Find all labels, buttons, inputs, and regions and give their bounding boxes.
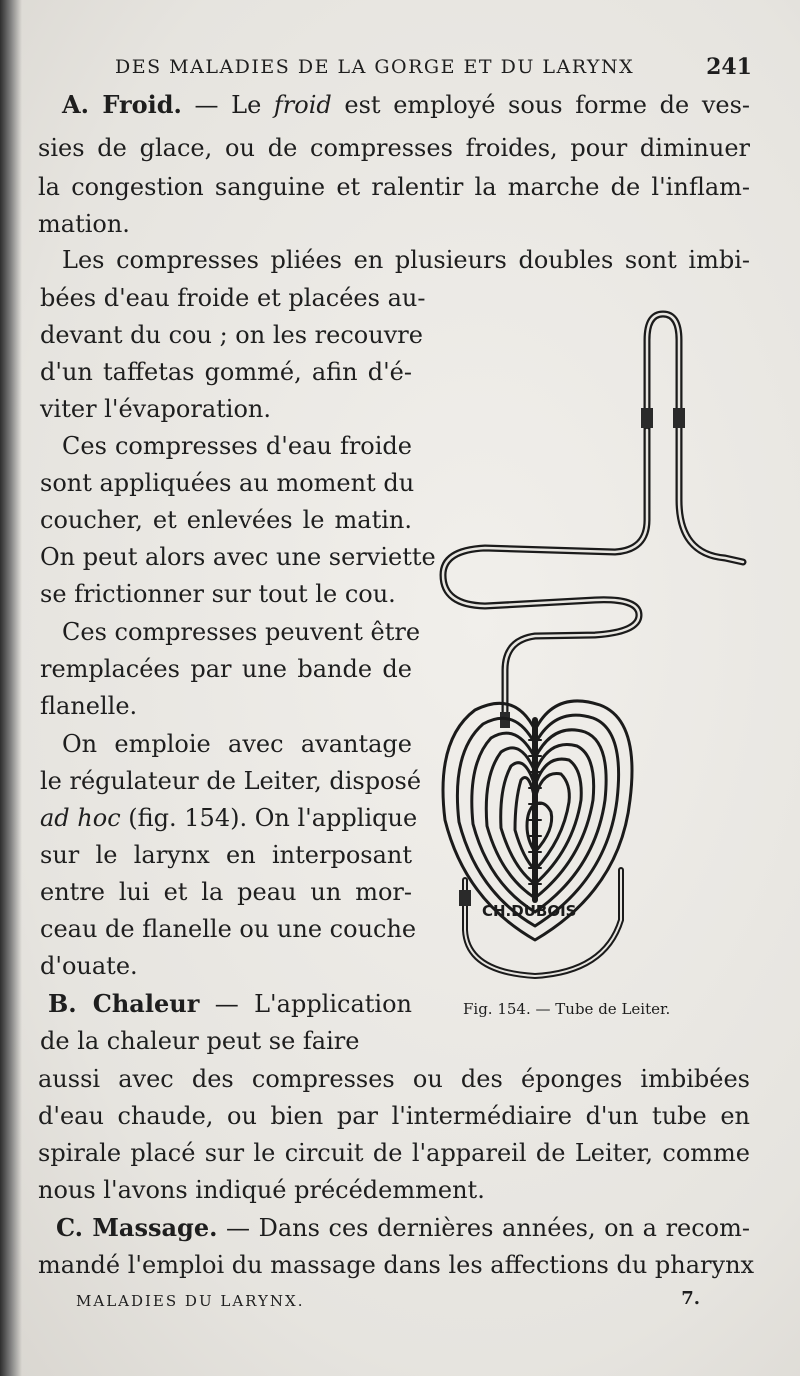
- para-d-line-2: remplacées par une bande de: [40, 655, 412, 683]
- para-e-line-4: sur le larynx en interposant: [40, 841, 412, 869]
- engraver-signature: CH.DUBOIS: [482, 902, 577, 920]
- para-c-line-3: coucher, et enlevées le matin.: [40, 506, 412, 534]
- para-g-line-1: C. Massage. — Dans ces dernières années, on a recom-: [56, 1213, 750, 1242]
- figure-leiter-tube: [425, 300, 755, 1000]
- signature-title: MALADIES DU LARYNX.: [76, 1292, 305, 1310]
- para-g-line-2: mandé l'emploi du massage dans les affections du pharynx: [38, 1251, 755, 1279]
- para-b-line-1: Les compresses pliées en plusieurs doubles sont imbi-: [62, 246, 750, 274]
- para-f-line-3: aussi avec des compresses ou des éponges imbibées: [38, 1065, 750, 1093]
- page-footer: [76, 1288, 700, 1316]
- para-b-line-2: bées d'eau froide et placées au-: [40, 284, 426, 312]
- emphasis-ad-hoc: ad hoc: [40, 804, 121, 832]
- para-f-line-5: spirale placé sur le circuit de l'appareil de Leiter, comme: [38, 1139, 750, 1167]
- para-f-line-4: d'eau chaude, ou bien par l'intermédiaire d'un tube en: [38, 1102, 750, 1130]
- section-label-chaleur: B. Chaleur: [48, 989, 200, 1018]
- para-b-line-4: d'un taffetas gommé, afin d'é-: [40, 358, 412, 386]
- binding-shadow: [0, 0, 22, 1376]
- para-c-line-1: Ces compresses d'eau froide: [62, 432, 412, 460]
- para-c-line-5: se frictionner sur tout le cou.: [40, 580, 396, 608]
- leiter-tube-illustration: [425, 300, 755, 1000]
- para-f-line-1: B. Chaleur — L'application: [48, 989, 413, 1018]
- signature-mark: 7.: [681, 1288, 700, 1309]
- figure-caption: Fig. 154. — Tube de Leiter.: [463, 1000, 671, 1018]
- section-label-froid: A. Froid.: [62, 90, 182, 119]
- para-d-line-3: flanelle.: [40, 692, 138, 720]
- para-c-line-4: On peut alors avec une serviette: [40, 543, 436, 571]
- para-e-line-3: ad hoc (fig. 154). On l'applique: [40, 804, 418, 832]
- para-e-line-2: le régulateur de Leiter, disposé: [40, 767, 422, 795]
- para-e-line-1: On emploie avec avantage: [62, 730, 412, 758]
- para-e-line-7: d'ouate.: [40, 952, 138, 980]
- para-a-line-1: A. Froid. — Le froid est employé sous forme de ves-: [62, 90, 751, 119]
- para-a-line-4: mation.: [38, 210, 130, 238]
- running-header: [115, 56, 752, 86]
- para-f-line-6: nous l'avons indiqué précédemment.: [38, 1176, 485, 1204]
- para-b-line-5: viter l'évaporation.: [40, 395, 271, 423]
- para-f-line-2: de la chaleur peut se faire: [40, 1027, 360, 1055]
- para-e-line-5: entre lui et la peau un mor-: [40, 878, 412, 906]
- emphasis-froid: froid: [273, 91, 332, 119]
- section-label-massage: C. Massage.: [56, 1213, 218, 1242]
- para-e-line-6: ceau de flanelle ou une couche: [40, 915, 417, 943]
- page-number: 241: [706, 54, 752, 80]
- para-c-line-2: sont appliquées au moment du: [40, 469, 415, 497]
- para-d-line-1: Ces compresses peuvent être: [62, 618, 421, 646]
- running-title: DES MALADIES DE LA GORGE ET DU LARYNX: [115, 56, 635, 78]
- para-b-line-3: devant du cou ; on les recouvre: [40, 321, 423, 349]
- para-a-line-2: sies de glace, ou de compresses froides, pour diminuer: [38, 134, 750, 162]
- para-a-line-3: la congestion sanguine et ralentir la marche de l'inflam-: [38, 173, 750, 201]
